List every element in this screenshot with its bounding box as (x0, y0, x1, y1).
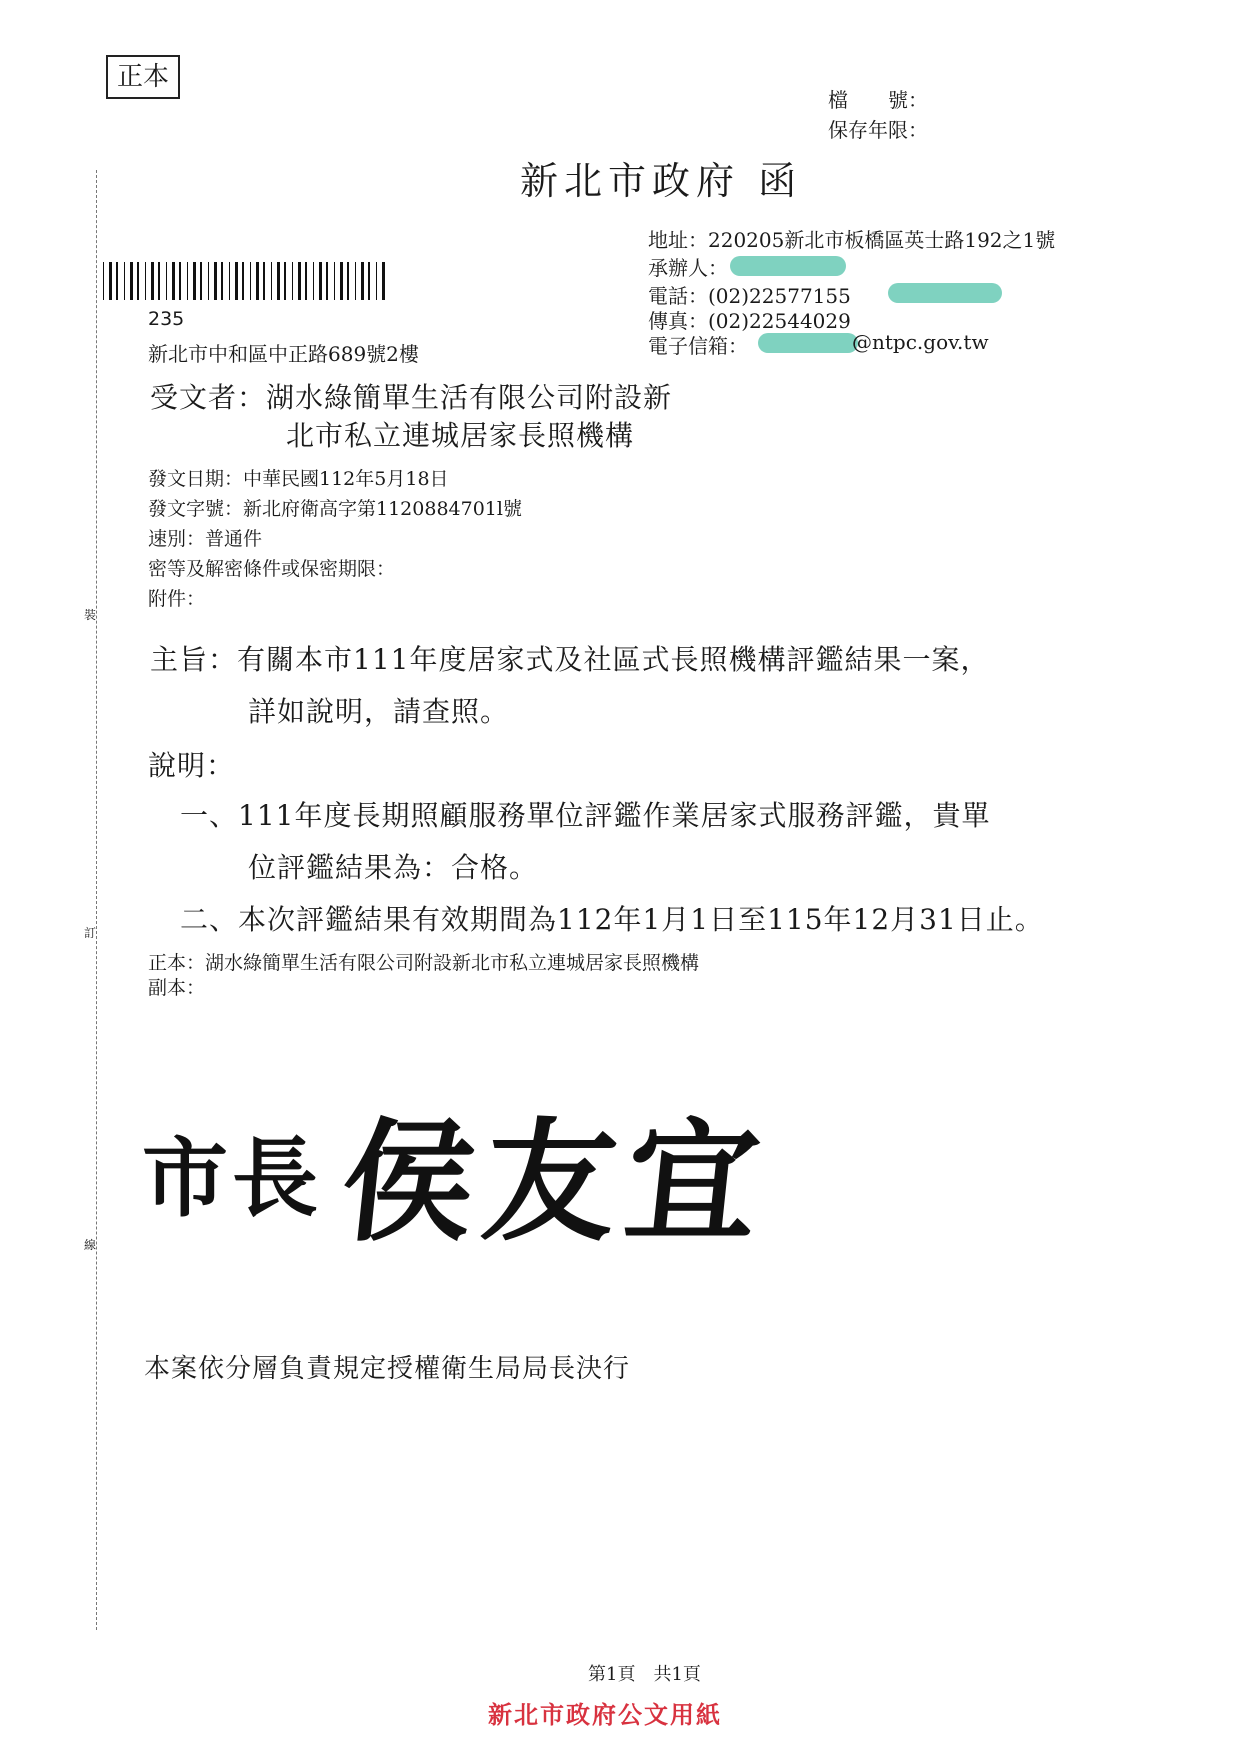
distribution-copy: 副本： (148, 977, 206, 999)
redaction-handler (730, 256, 846, 276)
recipient-address: 新北市中和區中正路689號2樓 (148, 342, 419, 366)
subject-line-1: 主旨：有關本市111年度居家式及社區式長照機構評鑑結果一案， (150, 643, 990, 676)
phone-number: 電話：(02)22577155 (648, 284, 851, 308)
handler-label: 承辦人： (648, 256, 728, 280)
file-number-label: 檔 號： (828, 88, 928, 112)
confidentiality: 密等及解密條件或保密期限： (148, 558, 396, 580)
svg-text:市長: 市長 (142, 1128, 322, 1229)
official-paper-footer: 新北市政府公文用紙 (488, 1701, 722, 1729)
explanation-item-2: 二、本次評鑑結果有效期間為112年1月1日至115年12月31日止。 (180, 903, 1044, 936)
binding-line (96, 170, 97, 1630)
delegation-note: 本案依分層負責規定授權衛生局局長決行 (144, 1354, 631, 1384)
mayor-signature (142, 1090, 782, 1260)
explanation-item-1-line-1: 一、111年度長期照顧服務單位評鑑作業居家式服務評鑑，貴單 (180, 799, 991, 832)
email-label: 電子信箱： (648, 334, 748, 358)
recipient-line-2: 北市私立連城居家長照機構 (286, 419, 635, 452)
postal-code: 235 (148, 308, 185, 330)
fax-number: 傳真：(02)22544029 (648, 309, 851, 333)
retention-period-label: 保存年限： (828, 118, 928, 142)
issue-date: 發文日期：中華民國112年5月18日 (148, 468, 449, 490)
barcode-graphic (103, 262, 385, 300)
binding-mark-3: 線 (84, 1238, 97, 1252)
subject-line-2: 詳如說明，請查照。 (248, 695, 510, 728)
explanation-item-1-line-2: 位評鑑結果為：合格。 (248, 851, 539, 884)
binding-mark-1: 裝 (84, 608, 97, 622)
original-copy-stamp: 正本 (106, 55, 180, 99)
page-number: 第1頁 共1頁 (588, 1664, 701, 1685)
delivery-speed: 速別：普通件 (148, 528, 263, 550)
svg-text:侯友宜: 侯友宜 (334, 1105, 777, 1260)
distribution-original: 正本：湖水綠簡單生活有限公司附設新北市私立連城居家長照機構 (148, 952, 700, 974)
attachment-label: 附件： (148, 588, 206, 610)
email-domain: @ntpc.gov.tw (852, 330, 989, 354)
sender-address: 地址：220205新北市板橋區英士路192之1號 (648, 228, 1056, 252)
binding-mark-2: 訂 (84, 926, 97, 940)
recipient-line-1: 受文者：湖水綠簡單生活有限公司附設新 (150, 381, 673, 414)
redaction-email (758, 333, 858, 353)
document-title: 新北市政府 函 (520, 159, 803, 203)
document-number: 發文字號：新北府衛高字第1120884701l號 (148, 498, 522, 520)
explanation-heading: 說明： (148, 749, 236, 782)
redaction-phone-ext (888, 283, 1002, 303)
